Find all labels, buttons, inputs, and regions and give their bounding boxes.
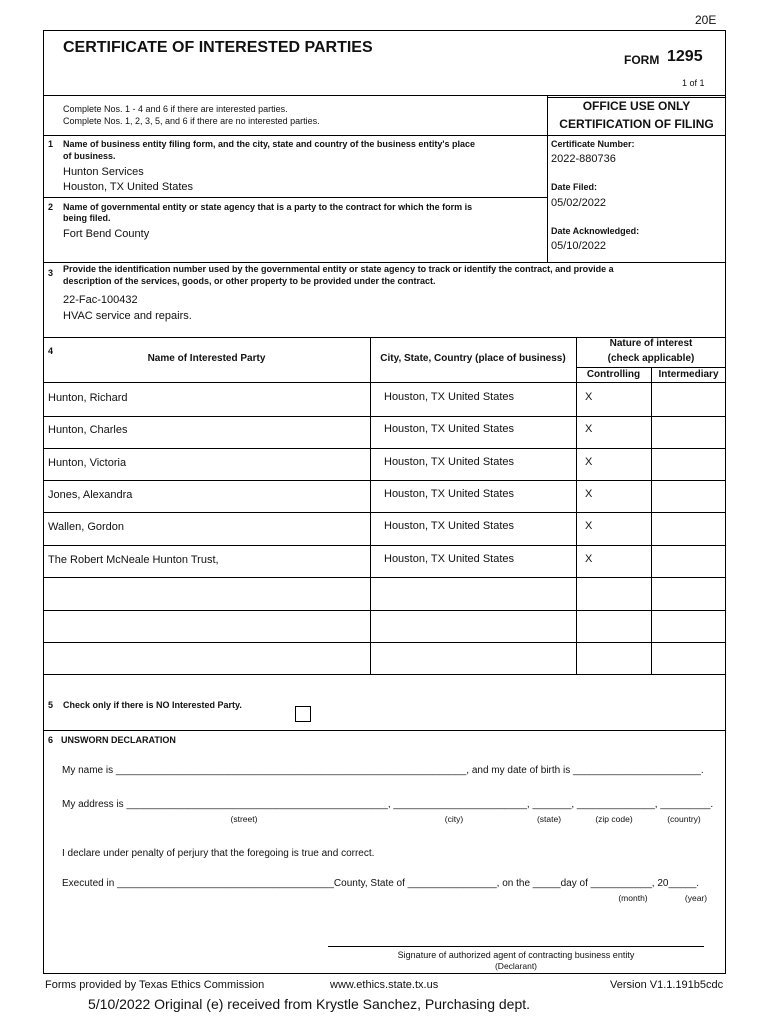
row-line — [43, 512, 726, 513]
row-line — [43, 545, 726, 546]
column-line — [576, 337, 577, 674]
divider — [547, 135, 726, 136]
form-code: 20E — [695, 13, 717, 27]
executed-year-hint: (year) — [684, 893, 708, 903]
divider — [43, 135, 547, 136]
party-name: Hunton, Victoria — [48, 457, 127, 469]
form-title: CERTIFICATE OF INTERESTED PARTIES — [63, 39, 373, 56]
cert-number-label: Certificate Number: — [551, 139, 635, 149]
col-header-nature-sub: (check applicable) — [607, 353, 695, 364]
controlling-mark: X — [585, 488, 593, 500]
column-line — [370, 337, 371, 674]
divider — [547, 97, 726, 98]
footer-website[interactable]: www.ethics.state.tx.us — [330, 979, 439, 991]
party-location: Houston, TX United States — [384, 553, 515, 565]
executed-line[interactable]: Executed in _______________________________________County, State of ________________, on the _____day of ___________, 20_____. — [62, 878, 700, 889]
party-location: Houston, TX United States — [384, 520, 515, 532]
declarant-label: (Declarant) — [494, 961, 538, 971]
declarant-address-line[interactable]: My address is _______________________________________________, ________________________, _______, ______________, _________. — [62, 799, 714, 810]
contract-description: HVAC service and repairs. — [63, 310, 192, 322]
signature-label: Signature of authorized agent of contracting business entity — [397, 950, 635, 960]
party-location: Houston, TX United States — [384, 488, 515, 500]
divider — [43, 382, 726, 383]
col-header-controlling: Controlling — [586, 369, 641, 380]
perjury-statement: I declare under penalty of perjury that the foregoing is true and correct. — [62, 848, 375, 859]
party-location: Houston, TX United States — [384, 391, 515, 403]
section-number: 3 — [48, 268, 54, 278]
row-line — [43, 448, 726, 449]
no-interested-party-label: Check only if there is NO Interested Party. — [63, 700, 242, 710]
section-number: 4 — [48, 346, 54, 356]
date-filed: 05/02/2022 — [551, 197, 607, 209]
form-frame — [43, 30, 726, 974]
office-use-title: OFFICE USE ONLY — [582, 99, 691, 113]
address-zip-hint: (zip code) — [595, 814, 633, 824]
party-location: Houston, TX United States — [384, 423, 515, 435]
instruction-line: Complete Nos. 1 - 4 and 6 if there are interested parties. — [63, 104, 288, 114]
party-name: Jones, Alexandra — [48, 489, 133, 501]
footer-version: Version V1.1.191b5cdc — [610, 979, 724, 991]
declaration-title: UNSWORN DECLARATION — [61, 735, 176, 745]
party-location: Houston, TX United States — [384, 456, 515, 468]
party-name: Hunton, Charles — [48, 424, 128, 436]
col-header-nature: Nature of interest — [609, 338, 693, 349]
address-state-hint: (state) — [536, 814, 562, 824]
date-filed-label: Date Filed: — [551, 182, 598, 192]
declarant-name-line[interactable]: My name is _______________________________________________________________, and my date of birth is _______________________. — [62, 765, 704, 776]
page-count: 1 of 1 — [682, 78, 705, 88]
cert-number: 2022-880736 — [551, 153, 616, 165]
date-ack-label: Date Acknowledged: — [551, 226, 640, 236]
section2-prompt: being filed. — [63, 213, 111, 223]
address-country-hint: (country) — [667, 814, 701, 824]
governmental-entity: Fort Bend County — [63, 228, 150, 240]
signature-line[interactable] — [328, 946, 704, 947]
row-line — [43, 642, 726, 643]
business-name: Hunton Services — [63, 166, 144, 178]
party-name: Hunton, Richard — [48, 392, 128, 404]
col-header-city: City, State, Country (place of business) — [380, 353, 566, 364]
certification-title: CERTIFICATION OF FILING — [559, 117, 714, 131]
divider — [43, 730, 726, 731]
section-number: 1 — [48, 139, 54, 149]
contract-id: 22-Fac-100432 — [63, 294, 138, 306]
controlling-mark: X — [585, 391, 593, 403]
row-line — [43, 480, 726, 481]
controlling-mark: X — [585, 456, 593, 468]
receipt-stamp: 5/10/2022 Original (e) received from Krystle Sanchez, Purchasing dept. — [88, 996, 531, 1012]
section3-prompt: Provide the identification number used by the governmental entity or state agency to track or identify the contract, and provide a — [63, 264, 614, 274]
section3-prompt: description of the services, goods, or other property to be provided under the contract. — [63, 276, 436, 286]
row-line — [43, 577, 726, 578]
divider — [43, 95, 726, 96]
executed-month-hint: (month) — [618, 893, 648, 903]
controlling-mark: X — [585, 553, 593, 565]
footer-source: Forms provided by Texas Ethics Commission — [45, 979, 265, 991]
party-name: The Robert McNeale Hunton Trust, — [48, 554, 219, 566]
no-interested-party-checkbox[interactable] — [295, 706, 311, 722]
instruction-line: Complete Nos. 1, 2, 3, 5, and 6 if there are no interested parties. — [63, 116, 320, 126]
divider — [43, 262, 726, 263]
controlling-mark: X — [585, 520, 593, 532]
col-header-name: Name of Interested Party — [147, 353, 266, 364]
section-number: 5 — [48, 700, 54, 710]
section2-prompt: Name of governmental entity or state agency that is a party to the contract for which the form is — [63, 202, 473, 212]
divider — [43, 197, 547, 198]
party-name: Wallen, Gordon — [48, 521, 125, 533]
section1-prompt: of business. — [63, 151, 116, 161]
section-number: 6 — [48, 735, 54, 745]
row-line — [43, 674, 726, 675]
business-location: Houston, TX United States — [63, 181, 194, 193]
controlling-mark: X — [585, 423, 593, 435]
col-header-intermediary: Intermediary — [658, 369, 719, 380]
date-ack: 05/10/2022 — [551, 240, 607, 252]
form-label: FORM — [624, 53, 660, 67]
address-city-hint: (city) — [444, 814, 464, 824]
row-line — [43, 416, 726, 417]
address-street-hint: (street) — [230, 814, 258, 824]
row-line — [43, 610, 726, 611]
section-number: 2 — [48, 202, 54, 212]
column-line — [651, 367, 652, 674]
form-number: 1295 — [667, 48, 703, 65]
section1-prompt: Name of business entity filing form, and the city, state and country of the business entity's place — [63, 139, 476, 149]
